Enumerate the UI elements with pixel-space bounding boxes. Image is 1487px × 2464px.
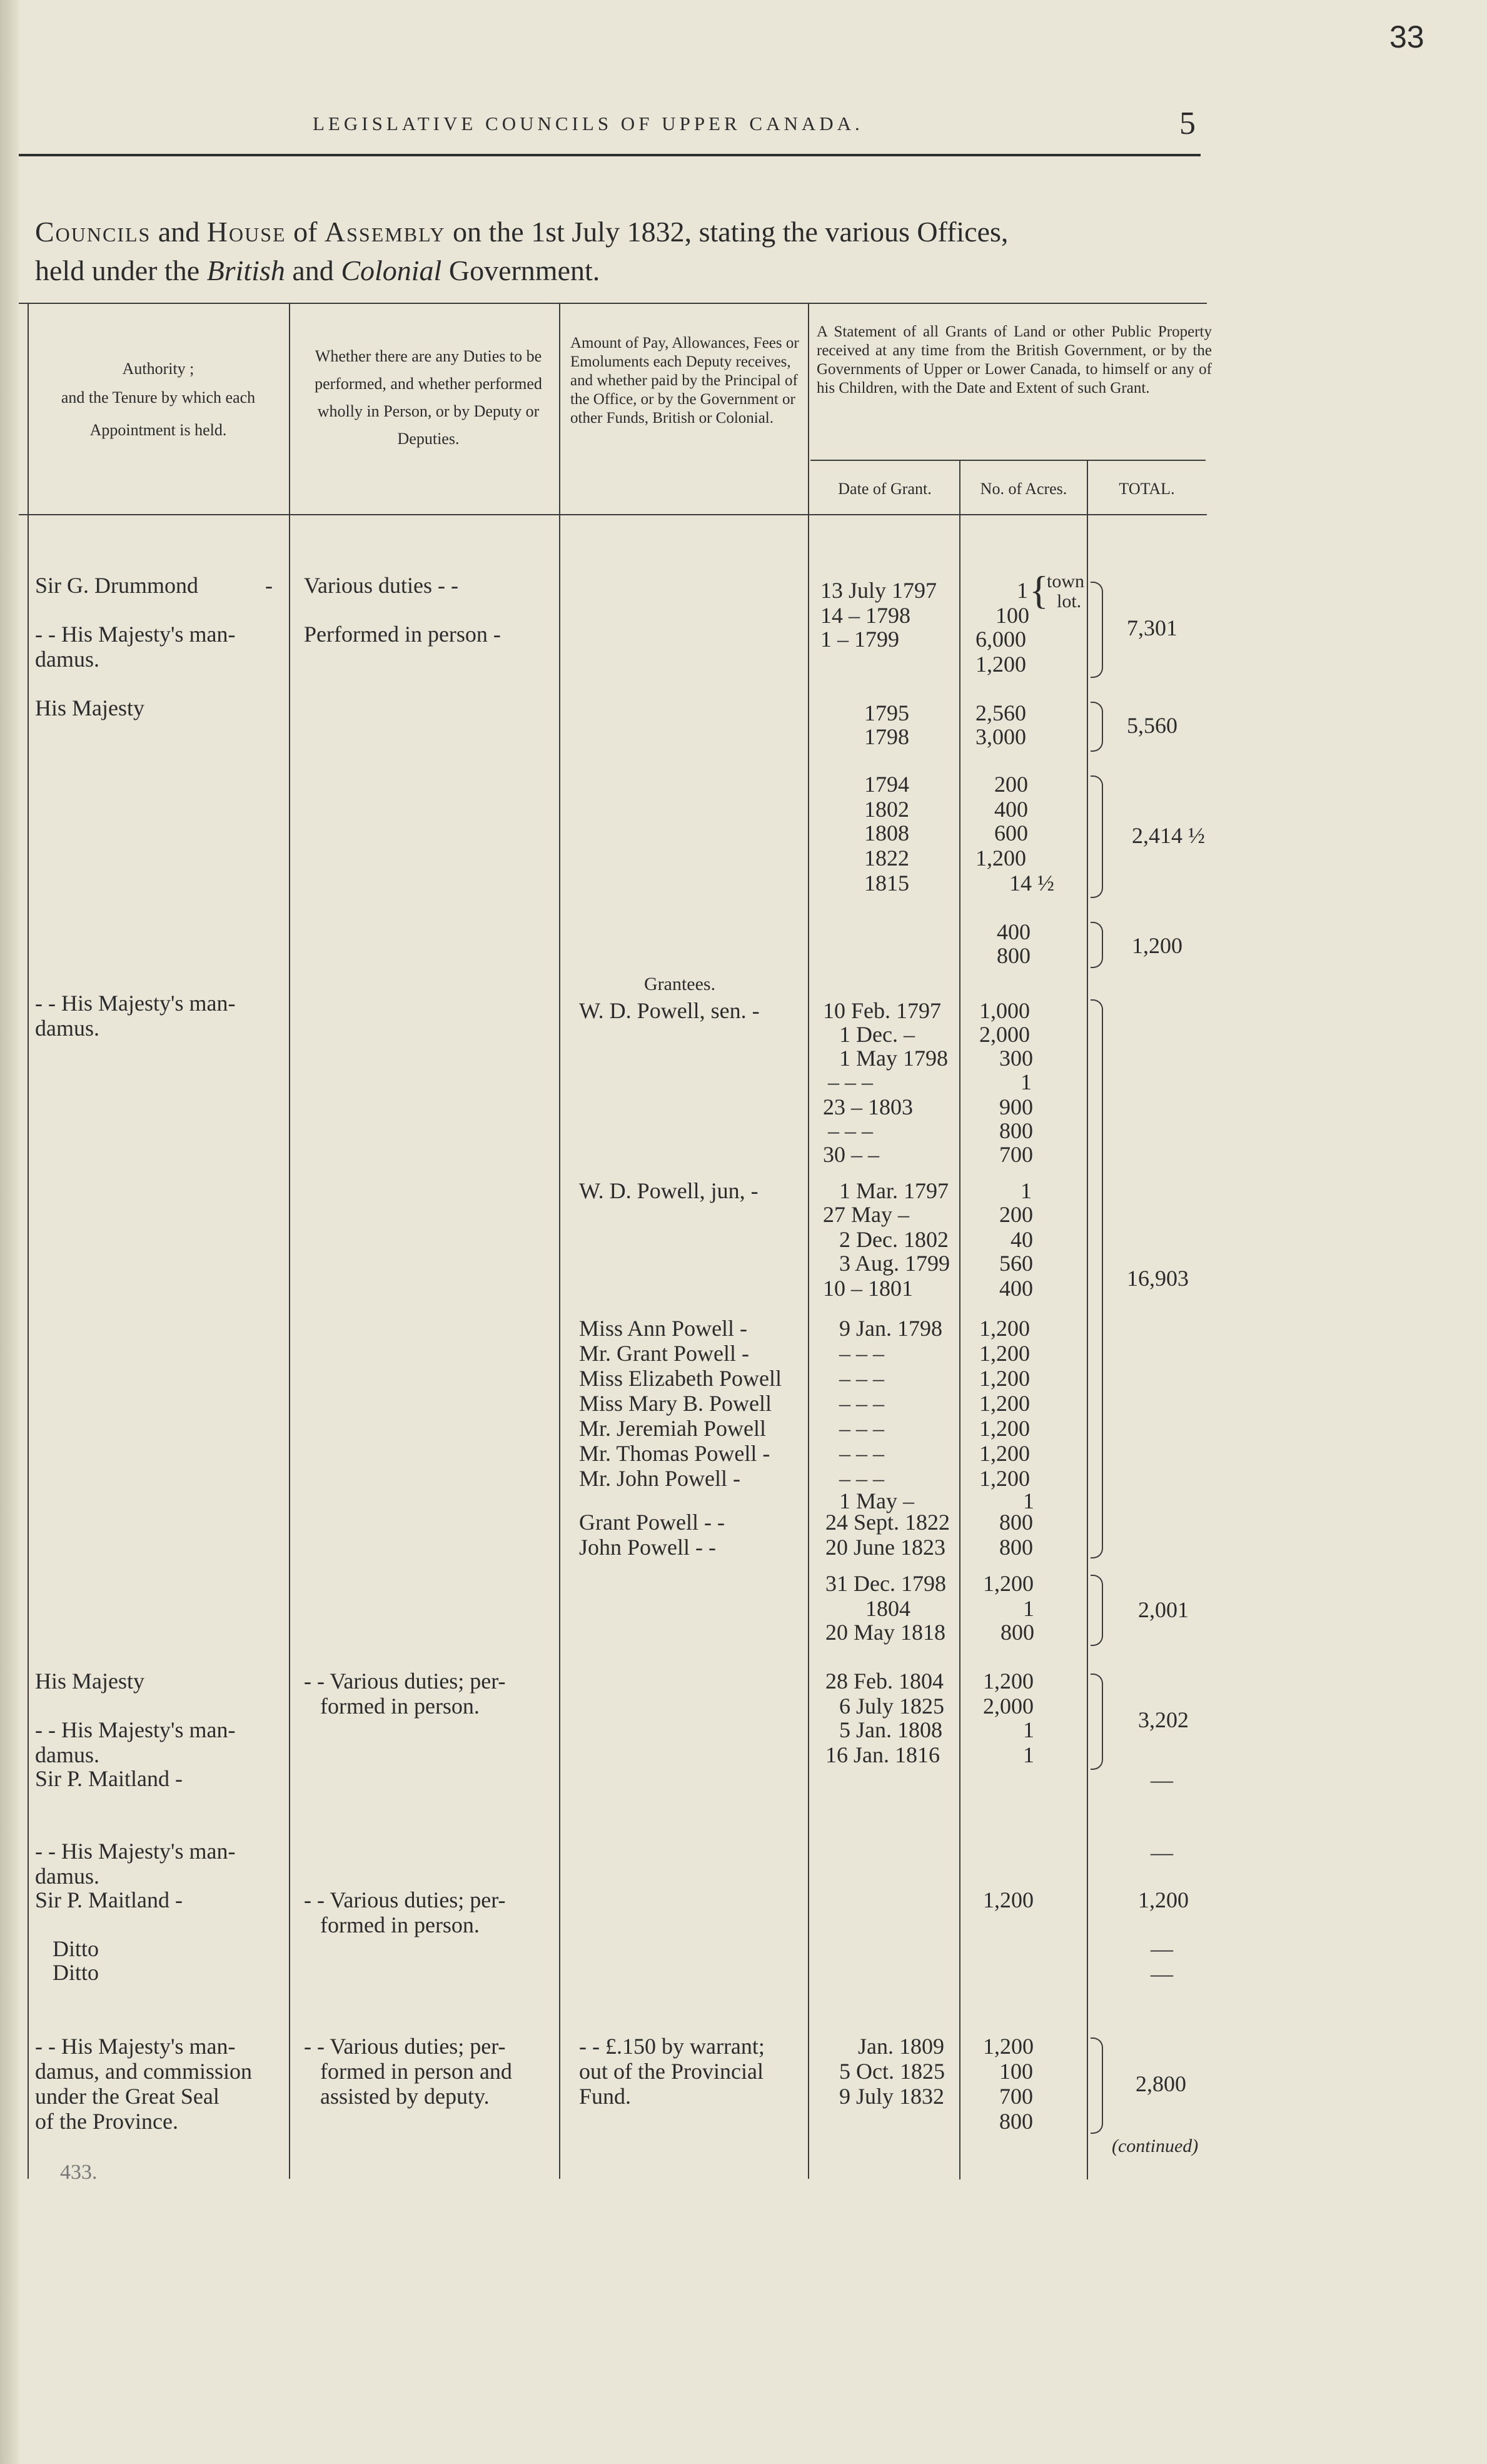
acres-value: 1,200 xyxy=(979,1316,1030,1341)
acres-value: 1,200 xyxy=(975,846,1026,871)
grant-date: 10 Feb. 1797 xyxy=(823,998,941,1023)
column-rule xyxy=(559,303,560,2179)
acres-value: 200 xyxy=(994,772,1028,797)
grantee-name: Mr. Thomas Powell - xyxy=(579,1441,770,1466)
duties-cell: Various duties - - xyxy=(304,573,458,598)
total-value: — xyxy=(1151,1767,1173,1792)
grant-date: 1808 xyxy=(864,820,909,846)
grant-date: – – – xyxy=(839,1416,884,1441)
authority-cell: Sir P. Maitland - xyxy=(35,1887,183,1912)
header-date: Date of Grant. xyxy=(838,480,932,498)
column-rule xyxy=(808,303,809,2179)
group-brace xyxy=(1091,582,1103,678)
acres-value: 3,000 xyxy=(975,724,1026,749)
header-authority-line: Authority ; xyxy=(122,360,194,378)
grant-date: 1794 xyxy=(864,772,909,797)
acres-value: 1 xyxy=(1023,1717,1034,1742)
header-acres: No. of Acres. xyxy=(980,480,1067,498)
header-authority xyxy=(29,356,288,443)
acres-value: 300 xyxy=(999,1046,1033,1071)
acres-value: 900 xyxy=(999,1094,1033,1119)
document-title xyxy=(35,213,1223,290)
acres-value: 1,200 xyxy=(979,1466,1030,1491)
grant-date: 5 Oct. 1825 xyxy=(839,2059,945,2084)
brace-glyph: { xyxy=(1029,568,1049,612)
grant-date: 24 Sept. 1822 xyxy=(825,1510,950,1535)
grant-date: 1795 xyxy=(864,700,909,725)
table-left-rule xyxy=(28,303,29,2179)
acres-value: 200 xyxy=(999,1202,1033,1227)
table-top-rule xyxy=(19,303,1207,304)
grant-date: 9 July 1832 xyxy=(839,2084,945,2109)
acres-value: 1 xyxy=(1023,1488,1034,1513)
grantee-name: Mr. John Powell - xyxy=(579,1466,741,1491)
acres-value: 800 xyxy=(999,1535,1033,1560)
grant-date: 13 July 1797 xyxy=(820,578,937,603)
duties-cell: Performed in person - xyxy=(304,622,501,647)
authority-cell: under the Great Seal xyxy=(35,2084,219,2109)
total-value: — xyxy=(1151,1961,1173,1986)
header-total: TOTAL. xyxy=(1119,480,1175,498)
grant-date: 5 Jan. 1808 xyxy=(839,1717,942,1742)
authority-cell: damus. xyxy=(35,1864,99,1889)
authority-cell: - - His Majesty's man- xyxy=(35,991,236,1016)
grant-date: Jan. 1809 xyxy=(858,2034,944,2059)
acres-value: 1,200 xyxy=(983,1571,1034,1596)
duties-cell: formed in person. xyxy=(320,1694,480,1719)
duties-cell: - - Various duties; per- xyxy=(304,1669,506,1694)
authority-cell: - - His Majesty's man- xyxy=(35,1839,236,1864)
title-word: of xyxy=(293,216,318,248)
authority-cell: damus, and commission xyxy=(35,2059,252,2084)
grantee-name: Grant Powell - - xyxy=(579,1510,725,1535)
duties-cell: formed in person and xyxy=(320,2059,512,2084)
title-word: British xyxy=(206,255,285,286)
acres-value: 1 xyxy=(1023,1596,1034,1621)
grant-date: 6 July 1825 xyxy=(839,1694,945,1719)
column-rule xyxy=(1087,460,1088,2179)
pay-cell: Fund. xyxy=(579,2084,632,2109)
acres-value: 14 ½ xyxy=(1009,871,1054,896)
total-value: — xyxy=(1151,1936,1173,1961)
acres-value: 40 xyxy=(1011,1227,1033,1252)
authority-cell: damus. xyxy=(35,1016,99,1041)
duties-cell: assisted by deputy. xyxy=(320,2084,490,2109)
header-grants: A Statement of all Grants of Land or other Public Property received at any time from the British Government, or by the Governments of Upper or Lower Canada, to himself or any of his Children, with the Date and Extent of such Grant. xyxy=(817,323,1212,396)
acres-value: 2,560 xyxy=(975,700,1026,725)
header-pay: Amount of Pay, Allowances, Fees or Emoluments each Deputy receives, and whether paid by the Principal of the Office, or by the Government or other Funds, British or Colonial. xyxy=(570,335,799,427)
duties-cell: - - Various duties; per- xyxy=(304,1887,506,1912)
grant-date: 27 May – xyxy=(823,1202,909,1227)
grantee-name: Mr. Jeremiah Powell xyxy=(579,1416,766,1441)
grant-date: 31 Dec. 1798 xyxy=(825,1571,946,1596)
header-authority-line: Appointment is held. xyxy=(89,421,227,439)
duties-cell: - - Various duties; per- xyxy=(304,2034,506,2059)
group-brace xyxy=(1091,999,1103,1558)
grant-date: 28 Feb. 1804 xyxy=(825,1669,944,1694)
title-word: Government. xyxy=(448,255,600,286)
grant-date: 1 Mar. 1797 xyxy=(839,1178,949,1203)
grant-date: 23 – 1803 xyxy=(823,1094,913,1119)
authority-cell: Ditto xyxy=(53,1960,99,1985)
library-stamp: 433. xyxy=(60,2161,98,2184)
total-value: 2,800 xyxy=(1136,2071,1186,2096)
acres-value: 700 xyxy=(999,1142,1033,1167)
acres-value: 2,000 xyxy=(983,1694,1034,1719)
acres-value: 1,200 xyxy=(979,1441,1030,1466)
acres-value: 800 xyxy=(999,2109,1033,2134)
grant-date: 20 June 1823 xyxy=(825,1535,945,1560)
grant-date: – – – xyxy=(828,1069,873,1094)
title-word: on the 1st July 1832, stating the various Offices, xyxy=(453,216,1009,248)
grant-date: 10 – 1801 xyxy=(823,1276,913,1301)
acres-note: town xyxy=(1047,571,1084,592)
folio-number: 5 xyxy=(1179,106,1196,141)
group-brace xyxy=(1091,922,1103,968)
acres-value: 1 xyxy=(1021,1069,1032,1094)
acres-value: 1,200 xyxy=(983,1887,1034,1912)
acres-value: 600 xyxy=(994,820,1028,846)
acres-value: 1,200 xyxy=(975,652,1026,677)
grantees-heading: Grantees. xyxy=(644,974,716,994)
total-value: 3,202 xyxy=(1138,1707,1189,1732)
acres-value: 1 xyxy=(1021,1178,1032,1203)
acres-value: 1,200 xyxy=(983,2034,1034,2059)
title-word: Assembly xyxy=(324,216,446,248)
grant-date: 20 May 1818 xyxy=(825,1620,945,1645)
grant-date: – – – xyxy=(839,1466,884,1491)
authority-cell: Sir P. Maitland - xyxy=(35,1766,183,1791)
acres-value: 100 xyxy=(999,2059,1033,2084)
pay-cell: out of the Provincial xyxy=(579,2059,764,2084)
grantee-name: John Powell - - xyxy=(579,1535,716,1560)
authority-cell: - - His Majesty's man- xyxy=(35,622,236,647)
acres-value: 1,200 xyxy=(983,1669,1034,1694)
grant-date: 1 – 1799 xyxy=(820,627,899,652)
acres-value: 6,000 xyxy=(975,627,1026,652)
total-value: — xyxy=(1151,1840,1173,1865)
title-word: and xyxy=(158,216,200,248)
acres-value: 400 xyxy=(997,919,1031,944)
grantee-name: Mr. Grant Powell - xyxy=(579,1341,749,1366)
acres-value: 1,000 xyxy=(979,998,1030,1023)
group-brace xyxy=(1091,775,1103,898)
group-brace xyxy=(1091,1674,1103,1770)
total-value: 1,200 xyxy=(1132,933,1182,958)
title-word: Colonial xyxy=(341,255,442,286)
acres-value: 1 xyxy=(1017,578,1028,603)
acres-value: 800 xyxy=(997,943,1031,968)
dash: - xyxy=(265,573,273,598)
acres-value: 700 xyxy=(999,2084,1033,2109)
acres-value: 800 xyxy=(999,1118,1033,1143)
grant-date: 14 – 1798 xyxy=(820,603,910,628)
grant-date: – – – xyxy=(839,1366,884,1391)
acres-note: lot. xyxy=(1057,591,1082,612)
grant-date: – – – xyxy=(828,1118,873,1143)
running-head: LEGISLATIVE COUNCILS OF UPPER CANADA. xyxy=(313,113,864,134)
grant-date: – – – xyxy=(839,1441,884,1466)
header-bottom-rule xyxy=(19,514,1207,515)
grant-date: – – – xyxy=(839,1391,884,1416)
group-brace xyxy=(1091,1575,1103,1646)
title-word: Councils xyxy=(35,216,151,248)
grant-date: 1822 xyxy=(864,846,909,871)
grant-date: 1 Dec. – xyxy=(839,1022,915,1047)
grant-date: 1802 xyxy=(864,797,909,822)
authority-cell: damus. xyxy=(35,647,99,672)
acres-value: 100 xyxy=(996,603,1029,628)
acres-value: 1,200 xyxy=(979,1366,1030,1391)
continued-note: (continued) xyxy=(1112,2136,1199,2156)
acres-value: 800 xyxy=(999,1510,1033,1535)
total-value: 16,903 xyxy=(1127,1266,1189,1291)
grantee-name: Miss Mary B. Powell xyxy=(579,1391,772,1416)
acres-value: 1,200 xyxy=(979,1341,1030,1366)
total-value: 2,414 ½ xyxy=(1132,823,1205,848)
page-number: 33 xyxy=(1389,19,1424,54)
acres-value: 560 xyxy=(999,1251,1033,1276)
authority-cell: His Majesty xyxy=(35,695,144,720)
group-brace xyxy=(1091,702,1103,752)
title-word: held under the xyxy=(35,255,200,286)
grant-date: 3 Aug. 1799 xyxy=(839,1251,950,1276)
grant-date: 1 May – xyxy=(839,1488,914,1513)
duties-cell: formed in person. xyxy=(320,1912,480,1937)
grantee-name: W. D. Powell, jun, - xyxy=(579,1178,759,1203)
title-word: and xyxy=(292,255,334,286)
authority-cell: of the Province. xyxy=(35,2109,178,2134)
total-value: 5,560 xyxy=(1127,713,1177,738)
total-value: 2,001 xyxy=(1138,1597,1189,1622)
grant-date: 1804 xyxy=(865,1596,910,1621)
authority-cell: damus. xyxy=(35,1742,99,1767)
page-binding-edge xyxy=(0,0,19,2464)
header-rule xyxy=(19,154,1201,156)
total-value: 1,200 xyxy=(1138,1887,1189,1912)
acres-value: 400 xyxy=(994,797,1028,822)
grantee-name: W. D. Powell, sen. - xyxy=(579,998,760,1023)
acres-value: 1,200 xyxy=(979,1391,1030,1416)
authority-cell: Sir G. Drummond xyxy=(35,573,198,598)
column-rule xyxy=(959,460,960,2179)
grant-date: 2 Dec. 1802 xyxy=(839,1227,949,1252)
header-authority-line: and the Tenure by which each xyxy=(61,388,256,406)
grant-date: 9 Jan. 1798 xyxy=(839,1316,942,1341)
grant-date: – – – xyxy=(839,1341,884,1366)
group-brace xyxy=(1091,2037,1103,2134)
authority-cell: - - His Majesty's man- xyxy=(35,2034,236,2059)
authority-cell: Ditto xyxy=(53,1936,99,1961)
total-value: 7,301 xyxy=(1127,615,1177,640)
authority-cell: - - His Majesty's man- xyxy=(35,1717,236,1742)
acres-value: 400 xyxy=(999,1276,1033,1301)
acres-value: 800 xyxy=(1001,1620,1034,1645)
grantee-name: Miss Ann Powell - xyxy=(579,1316,748,1341)
authority-cell: His Majesty xyxy=(35,1669,144,1694)
grant-date: 1798 xyxy=(864,724,909,749)
header-duties: Whether there are any Duties to be performed, and whether performed wholly in Person, or by Deputy or Deputies. xyxy=(315,347,542,448)
grants-subheader-rule xyxy=(810,460,1206,461)
column-rule xyxy=(289,303,290,2179)
grant-date: 1 May 1798 xyxy=(839,1046,948,1071)
pay-cell: - - £.150 by warrant; xyxy=(579,2034,765,2059)
grant-date: 1815 xyxy=(864,871,909,896)
grant-date: 16 Jan. 1816 xyxy=(825,1742,940,1767)
title-word: House xyxy=(206,216,286,248)
grantee-name: Miss Elizabeth Powell xyxy=(579,1366,782,1391)
grant-date: 30 – – xyxy=(823,1142,879,1167)
acres-value: 1 xyxy=(1023,1742,1034,1767)
acres-value: 1,200 xyxy=(979,1416,1030,1441)
acres-value: 2,000 xyxy=(979,1022,1030,1047)
